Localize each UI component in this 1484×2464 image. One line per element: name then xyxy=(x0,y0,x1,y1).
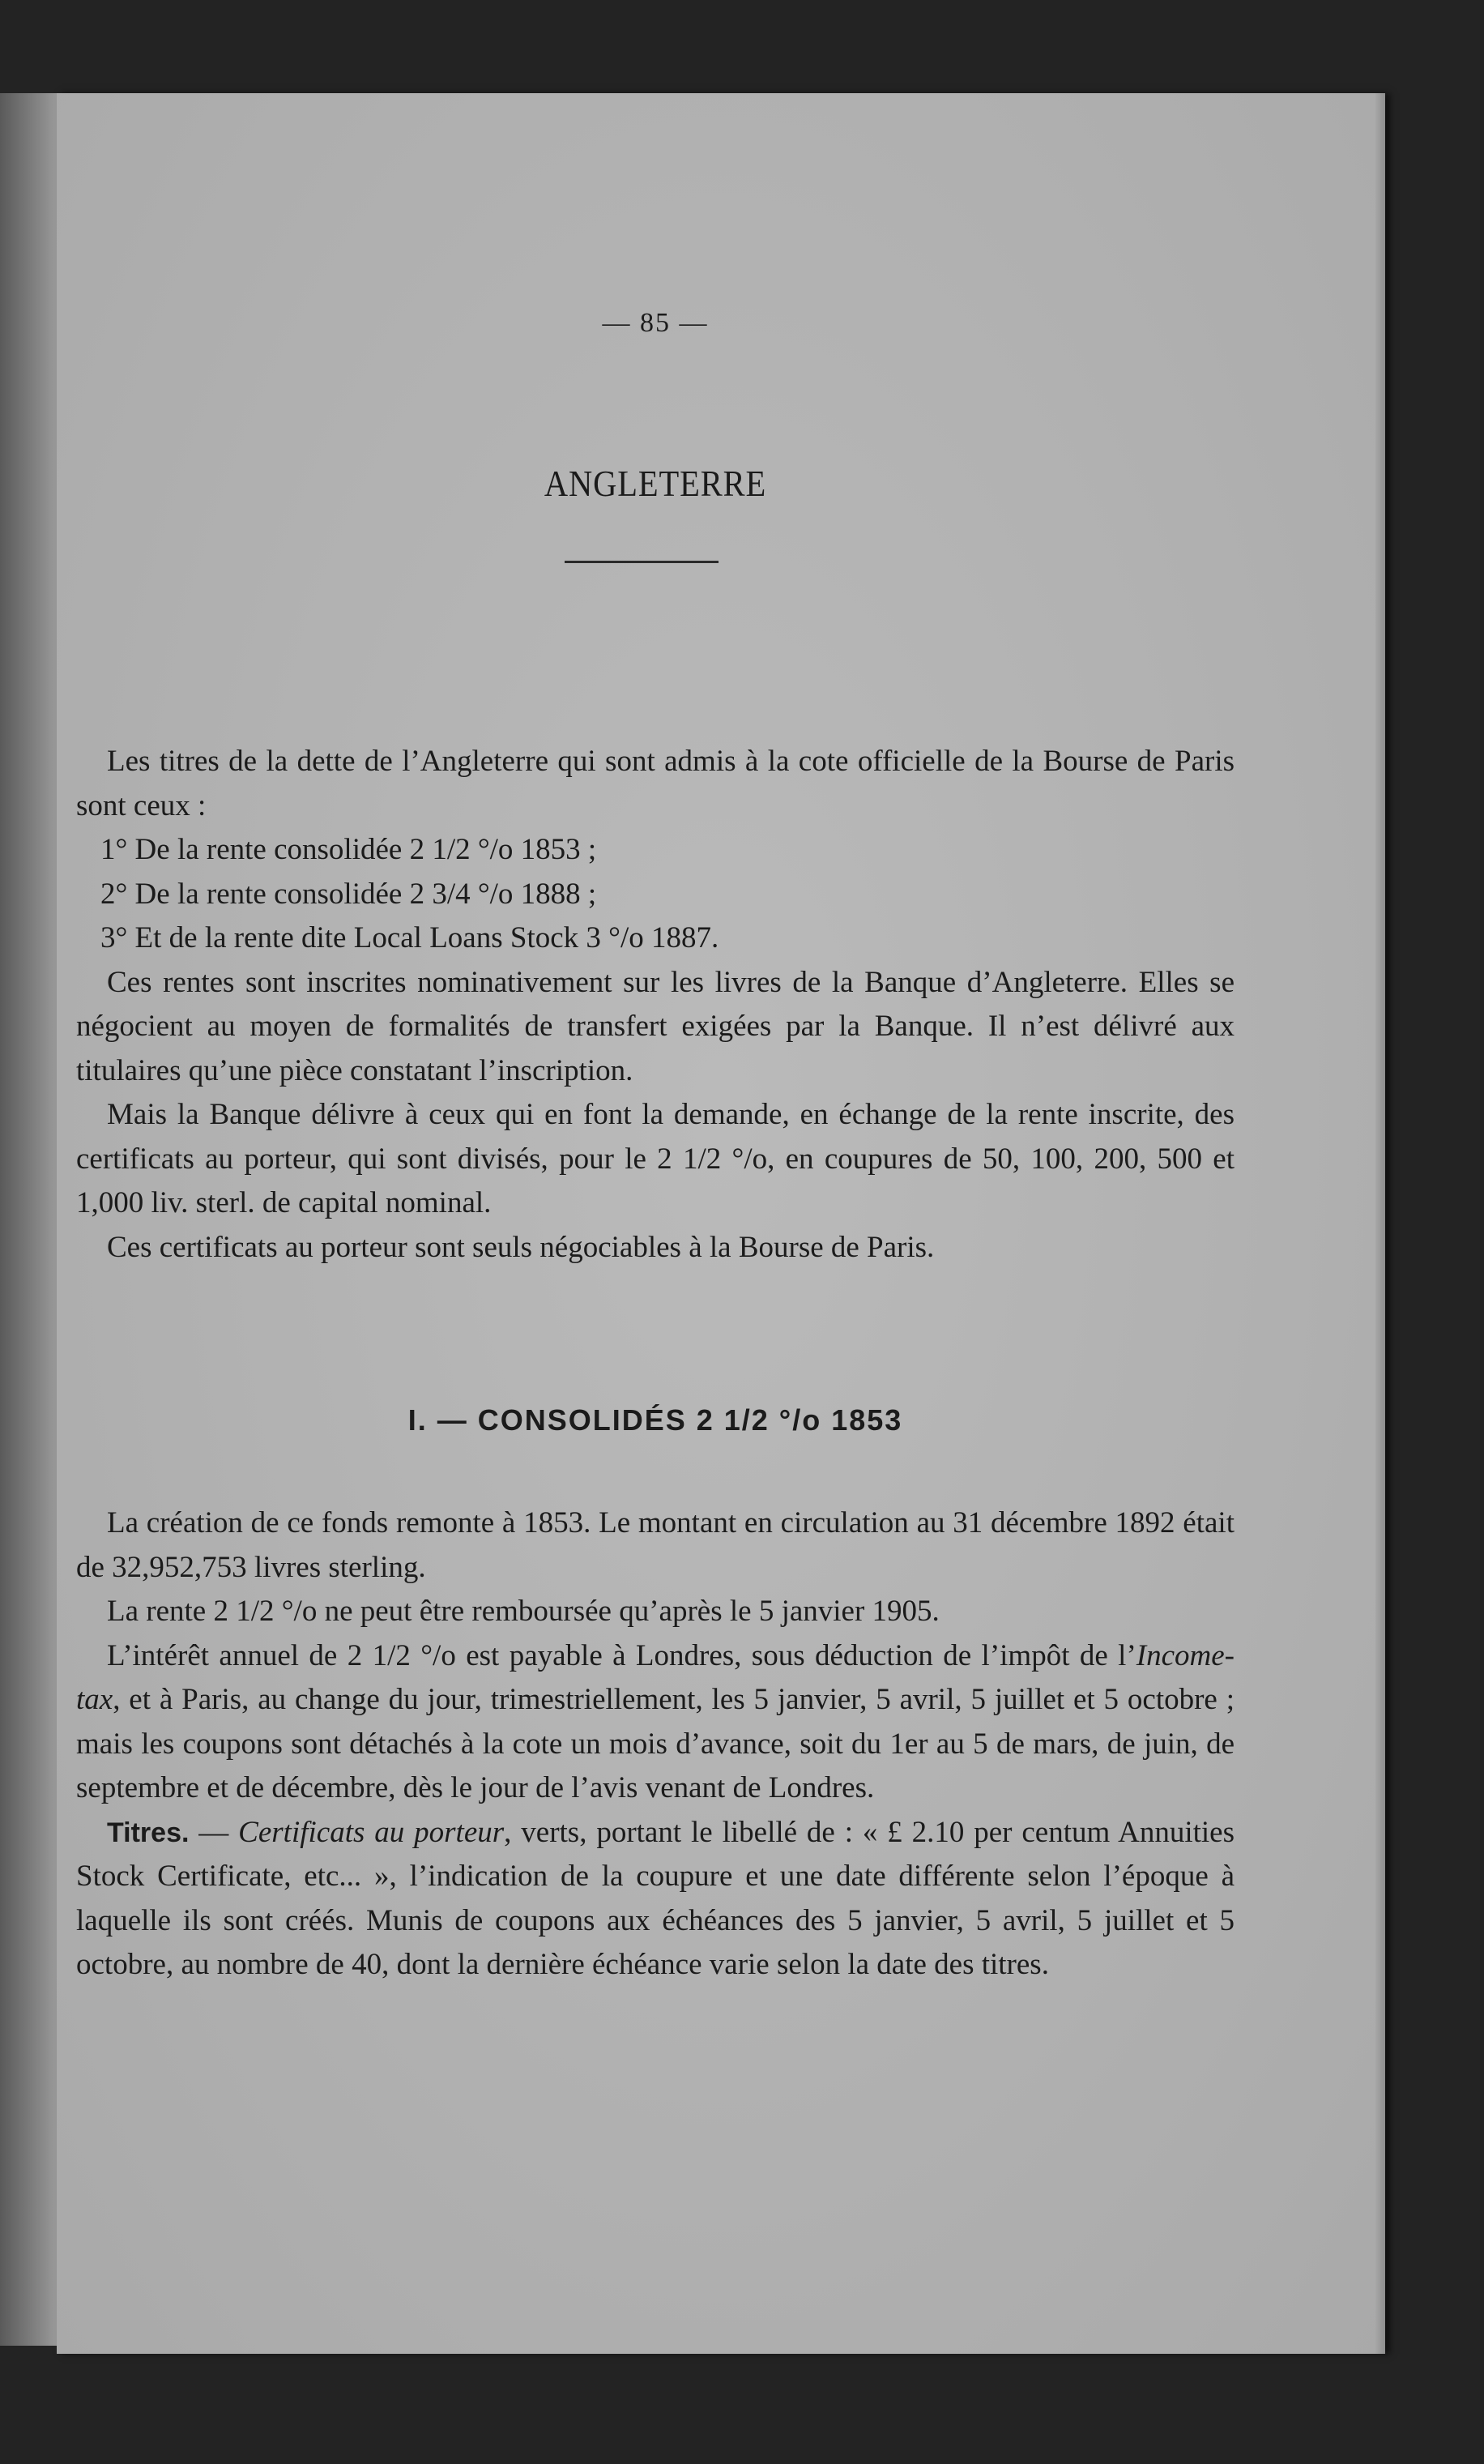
intro-paragraph-2: Ces rentes sont inscrites nominativement sur les livres de la Banque d’Angleterre. Elles se négocient au moyen de formalités de transfert exigées par la Banque. Il n’est délivré aux titulaires qu’une pièce constatant l’inscription. xyxy=(76,965,1235,1087)
section-paragraph-2: La rente 2 1/2 °/o ne peut être remboursée qu’après le 5 janvier 1905. xyxy=(107,1595,940,1628)
section-1-body xyxy=(76,1501,1235,1988)
paragraph-3-start: L’intérêt annuel de 2 1/2 °/o est payable à Londres, sous déduction de l’impôt de l’ xyxy=(107,1638,1136,1672)
title-divider xyxy=(565,561,719,563)
intro-paragraph-3: Mais la Banque délivre à ceux qui en font la demande, en échange de la rente inscrite, des certificats au porteur, qui sont divisés, pour le 2 1/2 °/o, en coupures de 50, 100, 200, 500 et 1,000 liv. sterl. de capital nominal. xyxy=(76,1098,1235,1219)
intro-paragraph-4: Ces certificats au porteur sont seuls négociables à la Bourse de Paris. xyxy=(107,1230,935,1264)
paragraph-3-end: , et à Paris, au change du jour, trimestriellement, les 5 janvier, 5 avril, 5 juillet et 5 octobre ; mais les coupons sont détachés à la cote un mois d’avance, soit du 1er au 5 de mars, de juin, de septembre et de décembre, dès le jour de l’avis venant de Londres. xyxy=(76,1683,1235,1804)
section-paragraph-1: La création de ce fonds remonte à 1853. Le montant en circulation au 31 décembre 1892 était de 32,952,753 livres sterling. xyxy=(76,1506,1235,1584)
section-paragraph-3 xyxy=(76,1634,1235,1811)
titres-text: , verts, portant le libellé de : « £ 2.10 per centum Annuities Stock Certificate, etc... », l’indication de la coupure et une date différente selon l’époque à laquelle ils sont créés. Munis de coupons aux échéances des 5 janvier, 5 avril, 5 juillet et 5 octobre, au nombre de 40, dont la dernière échéance varie selon la date des titres. xyxy=(76,1815,1235,1981)
list-item-3: 3° Et de la rente dite Local Loans Stock 3 °/o 1887. xyxy=(100,921,719,954)
section-heading: I. — CONSOLIDÉS 2 1/2 °/o 1853 xyxy=(407,1403,903,1437)
page-title: ANGLETERRE xyxy=(544,463,767,504)
intro-paragraph-1: Les titres de la dette de l’Angleterre qui sont admis à la cote officielle de la Bourse de Paris sont ceux : xyxy=(76,745,1235,822)
book-page xyxy=(57,93,1385,2354)
list-item-1: 1° De la rente consolidée 2 1/2 °/o 1853 ; xyxy=(100,833,597,866)
certificats-term: Certificats au porteur xyxy=(238,1815,505,1849)
book-spine-shadow xyxy=(0,93,65,2346)
page-number: — 85 — xyxy=(602,308,709,338)
page-edge xyxy=(1375,93,1385,2354)
list-item-2: 2° De la rente consolidée 2 3/4 °/o 1888 ; xyxy=(100,877,597,911)
intro-section xyxy=(76,740,1235,1270)
titres-dash: — xyxy=(189,1815,239,1849)
income-tax-term: Income-tax xyxy=(76,1638,1235,1716)
titres-paragraph xyxy=(76,1811,1235,1988)
titres-label: Titres. xyxy=(107,1817,190,1848)
